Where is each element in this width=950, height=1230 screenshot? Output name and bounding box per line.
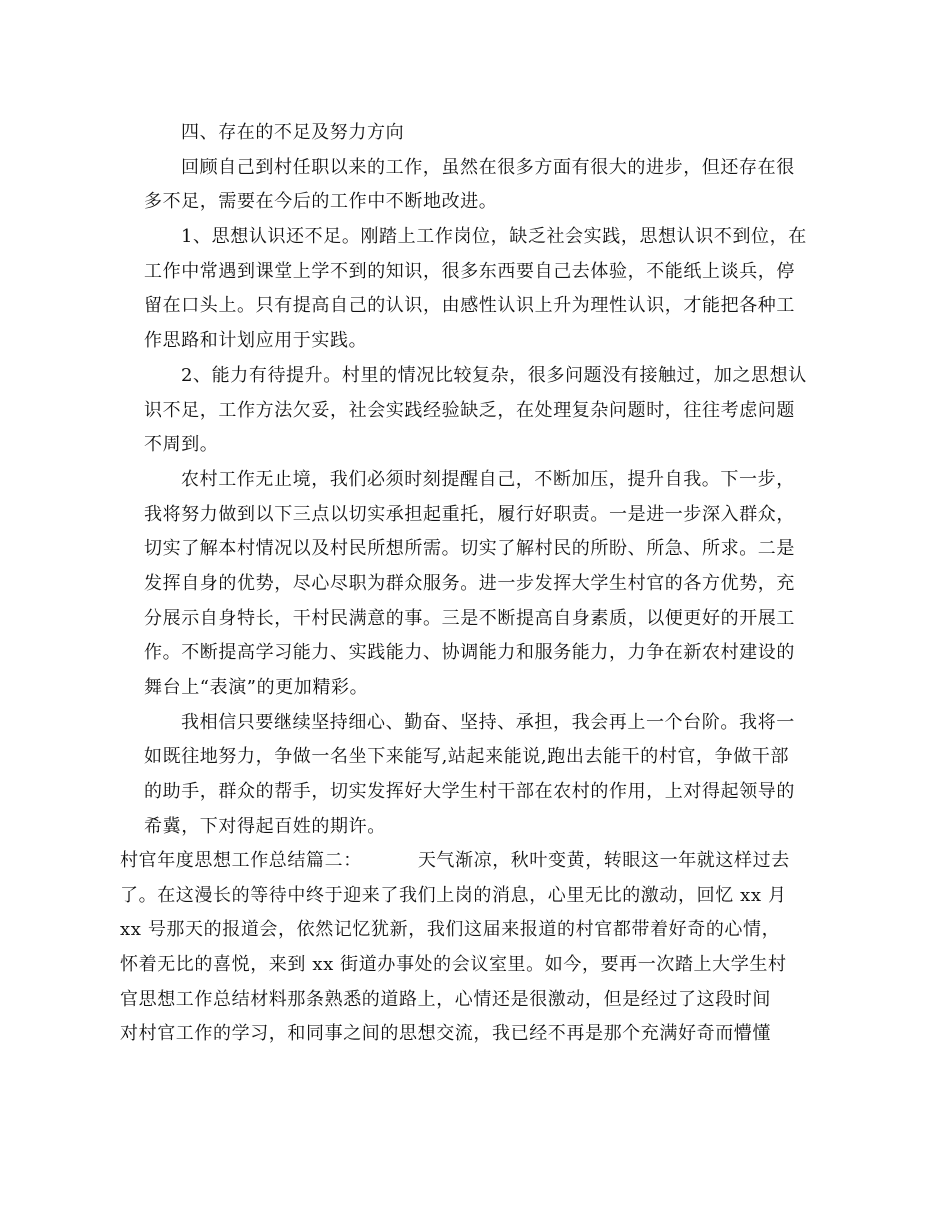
section-two-heading: 村官年度思想工作总结篇二： [120, 850, 362, 871]
section-two-first-line [120, 844, 820, 879]
paragraph-line: 作思路和计划应用于实践。 [144, 330, 368, 352]
section-two [120, 844, 820, 1052]
paragraph-line: 舞台上“表演”的更加精彩。 [144, 677, 369, 698]
paragraph-line: 了。在这漫长的等待中终于迎来了我们上岗的消息，心里无比的激动，回忆 xx 月 [120, 884, 787, 906]
paragraph-line: 2、能力有待提升。村里的情况比较复杂，很多问题没有接触过，加之思想认 [181, 364, 807, 386]
paragraph-line: 希冀，下对得起百姓的期许。 [144, 815, 386, 837]
paragraph-line: 工作中常遇到课堂上学不到的知识，很多东西要自己去体验，不能纸上谈兵，停 [144, 260, 795, 282]
paragraph-line: 留在口头上。只有提高自己的认识，由感性认识上升为理性认识，才能把各种工 [144, 295, 795, 317]
section-two-opening: 天气渐凉，秋叶变黄，转眼这一年就这样过去 [417, 850, 790, 871]
paragraph-line: 多不足，需要在今后的工作中不断地改进。 [144, 191, 498, 213]
section-heading: 四、存在的不足及努力方向 [181, 122, 405, 143]
paragraph-line: 作。不断提高学习能力、实践能力、协调能力和服务能力，力争在新农村建设的 [144, 642, 795, 664]
paragraph-line: 农村工作无止境，我们必须时刻提醒自己，不断加压，提升自我。下一步， [181, 468, 795, 490]
paragraph-line: 分展示自身特长，干村民满意的事。三是不断提高自身素质，以便更好的开展工 [144, 607, 795, 629]
paragraph-line: 不周到。 [144, 434, 219, 456]
paragraph-line: 我相信只要继续坚持细心、勤奋、坚持、承担，我会再上一个台阶。我将一 [181, 711, 795, 733]
paragraph-line: 如既往地努力，争做一名坐下来能写,站起来能说,跑出去能干的村官，争做干部 [144, 746, 790, 768]
paragraph-line: 切实了解本村情况以及村民所想所需。切实了解村民的所盼、所急、所求。二是 [144, 538, 795, 560]
paragraph-line: 回顾自己到村任职以来的工作，虽然在很多方面有很大的进步，但还存在很 [181, 156, 795, 178]
paragraph-line: 我将努力做到以下三点以切实承担起重托，履行好职责。一是进一步深入群众， [144, 503, 795, 525]
paragraph-line: 发挥自身的优势，尽心尽职为群众服务。进一步发挥大学生村官的各方优势，充 [144, 572, 795, 594]
paragraph-line: 对村官工作的学习，和同事之间的思想交流，我已经不再是那个充满好奇而懵懂 [120, 1023, 771, 1045]
paragraph-line: 1、思想认识还不足。刚踏上工作岗位，缺乏社会实践，思想认识不到位，在 [181, 226, 807, 248]
paragraph-line: 的助手，群众的帮手，切实发挥好大学生村干部在农村的作用，上对得起领导的 [144, 781, 795, 803]
paragraph-line: xx 号那天的报道会，依然记忆犹新，我们这届来报道的村官都带着好奇的心情， [120, 919, 781, 941]
paragraph-line: 官思想工作总结材料那条熟悉的道路上，心情还是很激动，但是经过了这段时间 [120, 988, 771, 1010]
paragraph-line: 怀着无比的喜悦，来到 xx 街道办事处的会议室里。如今，要再一次踏上大学生村 [120, 954, 787, 976]
document-body [144, 116, 810, 844]
paragraph-line: 识不足，工作方法欠妥，社会实践经验缺乏，在处理复杂问题时，往往考虑问题 [144, 399, 795, 421]
